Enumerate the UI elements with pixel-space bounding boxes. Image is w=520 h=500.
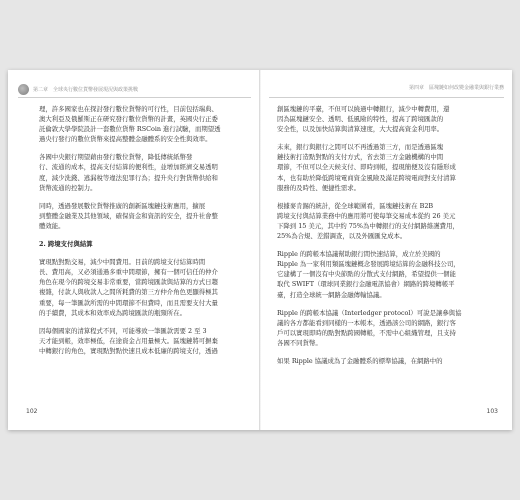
text-line: Ripple 的跨帳本協議（Interledger protocol）可說是讓參與協 — [277, 308, 462, 317]
right-running-head-text: 第四章 區塊鏈如何改變金融業與銀行業務 — [408, 85, 504, 91]
text-line: 過央行發行的數位貨幣來提高整體金融體系的安全性與效率。 — [39, 135, 212, 144]
text-line: 服務的及時性、便捷性需求。 — [277, 183, 361, 192]
text-line: 同時，透過發展數位貨幣推廣的創新區塊鏈技術應用，擴展 — [39, 201, 206, 210]
text-line: 安全性，以及加快結算與清算速度，大大提高資金利用率。 — [277, 125, 444, 134]
text-line: 澳大利亞及俄羅斯正在研究發行數位貨幣的計畫，英國央行正委 — [39, 115, 218, 124]
left-body-text — [39, 104, 239, 356]
right-page — [261, 70, 512, 430]
book-spread — [8, 70, 512, 430]
text-line: 取代 SWIFT（環球同業銀行金融電訊協會）網路的跨境轉帳平 — [277, 280, 455, 289]
right-page-number: 103 — [486, 408, 498, 415]
text-line: 實現點對點交易，減少中間費用。目前的跨境支付結算時間 — [39, 258, 206, 267]
right-header-rule — [269, 97, 504, 98]
text-line: 戶可以實現即時的點對點跨國轉帳，不需中心組織管理，且支持 — [277, 328, 456, 337]
right-paragraph-2 — [277, 142, 490, 192]
right-paragraph-6 — [277, 356, 490, 366]
text-line: 體效能。 — [39, 221, 65, 230]
left-running-head — [18, 84, 138, 95]
text-line: Ripple 的跨帳本協議幫助銀行間快速結算，成立於美國的 — [277, 250, 441, 259]
left-running-head-text: 第二章 全球央行數位貨幣發展現況與政策挑戰 — [33, 87, 139, 93]
right-body-text — [277, 104, 490, 366]
left-paragraph-1 — [39, 104, 239, 144]
text-line: 未來，銀行與銀行之間可以不再透過第三方，而是透過區塊 — [277, 143, 444, 152]
right-paragraph-3 — [277, 201, 490, 241]
text-line: 複雜，付款人與收款人之間所耗費的第三方仲介角色更顯得極其 — [39, 288, 218, 297]
text-line: 各國中央銀行期望藉由發行數位貨幣，降低傳統紙幣發 — [39, 153, 193, 162]
text-line: 跨境支付與結算業務中的應用將可使每筆交易成本從約 26 美元 — [277, 211, 456, 220]
left-page-number: 102 — [26, 408, 38, 415]
text-line: 它建構了一個沒有中央節點的分散式支付網路，希望提供一個能 — [277, 270, 456, 279]
text-line: 長、費用高，又必須通過多重中間環節，擁有一個可信任的仲介 — [39, 268, 218, 277]
text-line: 度，減少洗錢、逃漏稅等違法犯罪行為；提升央行對貨幣供給和 — [39, 173, 218, 182]
text-line: 天才能到帳，效率極低，在途資金占用量極大。區塊鏈將可摒棄 — [39, 336, 218, 345]
right-paragraph-5 — [277, 308, 490, 348]
text-line: Ripple 為一家利用類區塊鏈概念發展跨境結算的金融科技公司， — [277, 260, 460, 269]
text-line: 貨幣流通的控制力。 — [39, 183, 97, 192]
text-line: 鏈技術打造點對點的支付方式，省去第三方金融機構的中間 — [277, 153, 444, 162]
text-line: 25%為合規、差錯調查，以及外匯匯兌成本。 — [277, 232, 407, 241]
text-line: 如果 Ripple 協議成為了金融體系的標準協議，在網路中的 — [277, 356, 443, 365]
text-line: 根據麥肯錫的統計，從全球範圍看，區塊鏈技術在 B2B — [277, 201, 434, 210]
left-paragraph-4 — [39, 257, 239, 318]
left-paragraph-5 — [39, 326, 239, 356]
text-line: 到整體金融業及其他領域，確保資金和資訊的安全，提升社會整 — [39, 211, 218, 220]
right-paragraph-4 — [277, 249, 490, 299]
text-line: 下降到 15 美元，其中約 75%為中轉銀行的支付網路維護費用， — [277, 221, 459, 230]
text-line: 角色在現今的跨境交易非常重要，當跨境匯款與結算的方式日趨 — [39, 278, 218, 287]
right-paragraph-1 — [277, 104, 490, 134]
text-line: 理，許多國家也在探討發行數位貨幣的可行性，目前包括瑞典、 — [39, 105, 218, 113]
text-line: 議的各方都能看到同樣的一本帳本，透過該公司的網路，銀行客 — [277, 318, 456, 327]
text-line: 環節，不但可以全天候支付、即時到帳，提現簡便及沒有隱形成 — [277, 163, 456, 172]
text-line: 因每個國家的清算程式不同，可能導致一筆匯款需要 2 至 3 — [39, 326, 207, 335]
left-paragraph-3 — [39, 201, 239, 231]
text-line: 因為區塊鏈安全、透明、低風險的特性，提高了跨境匯款的 — [277, 115, 444, 124]
text-line: 行、流通的成本，提高支付結算的便利性，並增加經濟交易透明 — [39, 163, 218, 172]
text-line: 各國不同貨幣。 — [277, 338, 322, 347]
text-line: 的手續費，其成本和效率成為跨境匯款的瓶頸所在。 — [39, 308, 186, 317]
text-line: 託倫敦大學學院設計一套數位貨幣 RSCoin 進行試驗，而期望透 — [39, 125, 221, 134]
text-line: 中轉銀行的角色，實現點對點快速且成本低廉的跨境支付，透過 — [39, 346, 218, 355]
right-running-head — [409, 84, 504, 91]
text-line: 創區塊鏈的平臺，不但可以繞過中轉銀行，減少中轉費用，還 — [277, 105, 450, 113]
section-heading: 2. 跨境支付與結算 — [39, 240, 93, 249]
left-header-rule — [18, 97, 251, 98]
text-line: 臺，打造全球統一網路金融傳輸協議。 — [277, 290, 386, 299]
text-line: 本，也有助於降低跨境電商資金風險及滿足跨境電商對支付清算 — [277, 173, 456, 182]
left-page — [8, 70, 259, 430]
text-line: 重要，每一筆匯款所需的中間環節不但費時，而且需要支付大量 — [39, 298, 218, 307]
left-paragraph-2 — [39, 152, 239, 192]
chapter-mark-icon — [18, 84, 29, 95]
